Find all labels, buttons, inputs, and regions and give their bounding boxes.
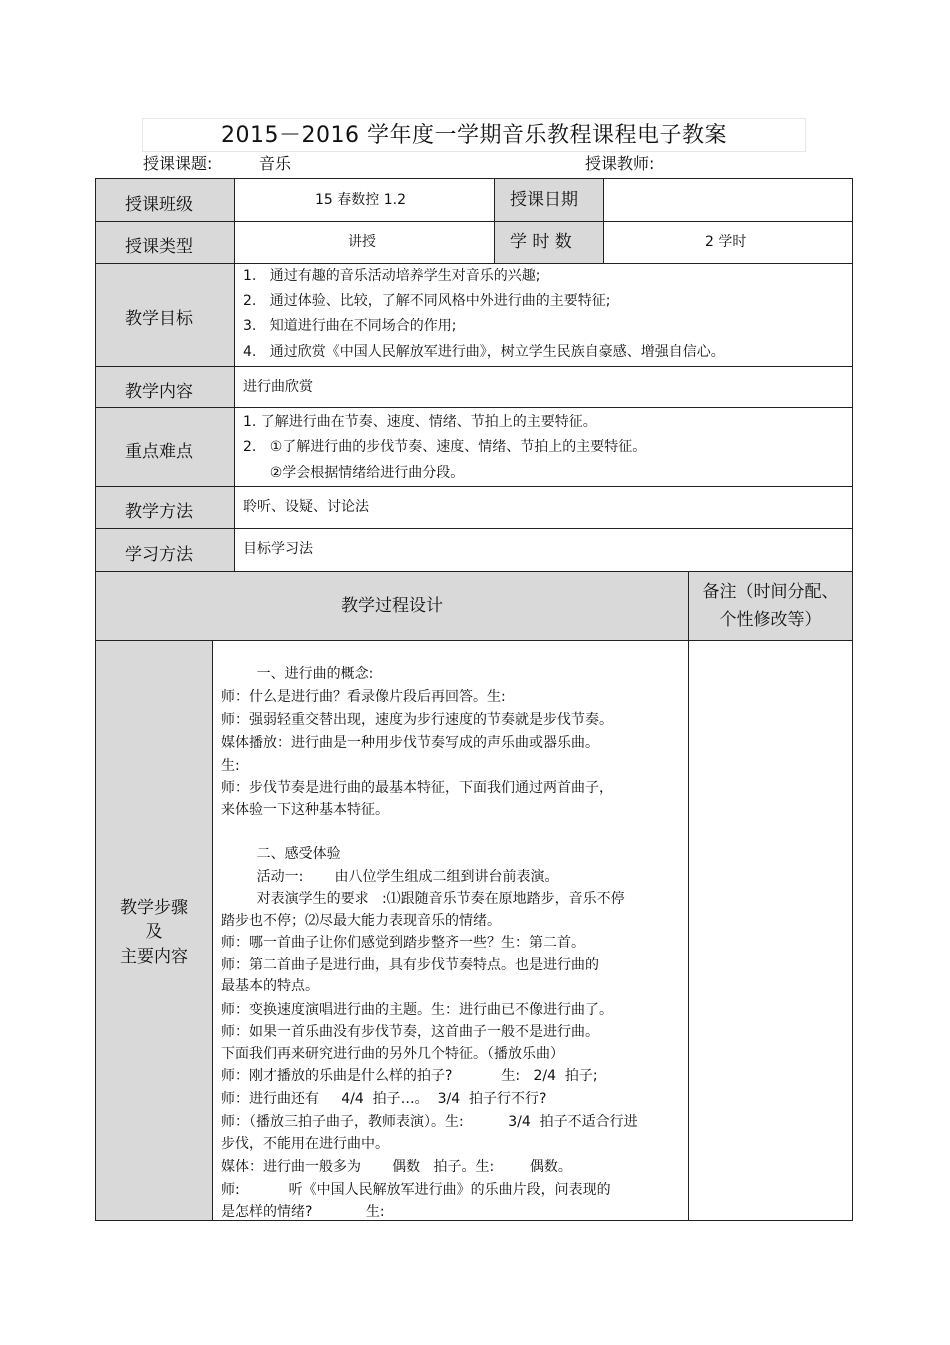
col-divider [212, 640, 213, 1221]
key-point-item: ②学会根据情绪给进行曲分段。 [243, 465, 465, 481]
method-label: 教学方法 [125, 502, 193, 522]
process-line: 师：如果一首乐曲没有步伐节奏，这首曲子一般不是进行曲。 [221, 1024, 599, 1040]
process-line: 师：强弱轻重交替出现，速度为步行速度的节奏就是步伐节奏。 [221, 712, 613, 728]
process-line: 师：变换速度演唱进行曲的主题。生：进行曲已不像进行曲了。 [221, 1002, 613, 1018]
process-line: 最基本的特点。 [221, 978, 319, 994]
objective-item: 4. 通过欣赏《中国人民解放军进行曲》，树立学生民族自豪感、增强自信心。 [243, 344, 725, 360]
process-content [221, 663, 687, 1223]
hours-value: 2 学时 [705, 234, 747, 250]
learning-label: 学习方法 [125, 545, 193, 565]
objectives-list [243, 265, 843, 365]
document-title: 2015－2016 学年度一学期音乐教程课程电子教案 [142, 118, 806, 152]
steps-label-line2: 及 [145, 922, 163, 942]
objective-item: 3. 知道进行曲在不同场合的作用; [243, 318, 457, 334]
process-line: 师：刚才播放的乐曲是什么样的拍子? 生: 2/4 拍子; [221, 1068, 598, 1084]
row-divider [95, 486, 853, 487]
type-label: 授课类型 [125, 237, 193, 257]
notes-header-line2: 个性修改等） [719, 610, 822, 630]
key-points-label: 重点难点 [125, 442, 193, 462]
objective-item: 2. 通过体验、比较，了解不同风格中外进行曲的主要特征; [243, 293, 611, 309]
class-value: 15 春数控 1.2 [315, 192, 406, 208]
process-line: 来体验一下这种基本特征。 [221, 802, 389, 818]
process-line: 师：步伐节奏是进行曲的最基本特征，下面我们通过两首曲子， [221, 780, 613, 796]
col-divider [688, 571, 689, 1221]
process-line: 是怎样的情绪? 生: [221, 1204, 385, 1220]
process-line: 踏步也不停；⑵尽最大能力表现音乐的情绪。 [221, 913, 501, 929]
type-value: 讲授 [348, 234, 376, 250]
process-line: 师：哪一首曲子让你们感觉到踏步整齐一些？生：第二首。 [221, 935, 585, 951]
method-value: 聆听、设疑、讨论法 [243, 499, 369, 515]
course-label: 授课课题: [143, 154, 213, 173]
row-divider [95, 366, 853, 367]
key-points-list [243, 411, 843, 486]
steps-label-line1: 教学步骤 [120, 898, 188, 918]
process-line: 步伐，不能用在进行曲中。 [221, 1136, 389, 1152]
row-divider [95, 571, 853, 572]
process-line: 对表演学生的要求 :⑴跟随音乐节奏在原地踏步，音乐不停 [221, 891, 625, 907]
objectives-label: 教学目标 [125, 309, 193, 329]
col-divider [603, 178, 604, 263]
process-line: 二、感受体验 [221, 846, 341, 862]
col-divider [234, 178, 235, 571]
process-line: 师：什么是进行曲？看录像片段后再回答。生: [221, 689, 506, 705]
process-line: 师：第二首曲子是进行曲，具有步伐节奏特点。也是进行曲的 [221, 957, 599, 973]
process-line: 师：进行曲还有 4/4 拍子…。 3/4 拍子行不行? [221, 1091, 547, 1107]
col-divider [494, 178, 495, 263]
process-line: 生: [221, 758, 240, 774]
process-line: 师: 听《中国人民解放军进行曲》的乐曲片段，问表现的 [221, 1182, 611, 1198]
row-divider [95, 407, 853, 408]
process-line: 师：（播放三拍子曲子，教师表演）。生: 3/4 拍子不适合行进 [221, 1114, 638, 1130]
process-design-header: 教学过程设计 [341, 596, 443, 616]
class-label: 授课班级 [125, 195, 193, 215]
key-point-item: 2. ①了解进行曲的步伐节奏、速度、情绪、节拍上的主要特征。 [243, 439, 647, 455]
content-value: 进行曲欣赏 [243, 379, 313, 395]
steps-label-line3: 主要内容 [120, 947, 188, 967]
learning-value: 目标学习法 [243, 541, 313, 557]
hours-label: 学 时 数 [510, 232, 572, 252]
objective-item: 1. 通过有趣的音乐活动培养学生对音乐的兴趣; [243, 268, 541, 284]
content-label: 教学内容 [125, 382, 193, 402]
process-line: 活动一: 由八位学生组成二组到讲台前表演。 [221, 869, 559, 885]
row-divider [95, 640, 853, 641]
process-line: 媒体：进行曲一般多为 偶数 拍子。生: 偶数。 [221, 1159, 572, 1175]
process-line: 媒体播放：进行曲是一种用步伐节奏写成的声乐曲或器乐曲。 [221, 735, 599, 751]
teacher-label: 授课教师: [585, 154, 655, 173]
process-line: 下面我们再来研究进行曲的另外几个特征。（播放乐曲） [221, 1046, 564, 1062]
row-divider [95, 221, 853, 222]
row-divider [95, 528, 853, 529]
date-label: 授课日期 [510, 190, 578, 210]
process-line: 一、进行曲的概念: [221, 666, 374, 682]
course-value: 音乐 [259, 154, 292, 173]
notes-header-line1: 备注（时间分配、 [702, 582, 839, 602]
row-divider [95, 263, 853, 264]
key-point-item: 1. 了解进行曲在节奏、速度、情绪、节拍上的主要特征。 [243, 414, 597, 430]
